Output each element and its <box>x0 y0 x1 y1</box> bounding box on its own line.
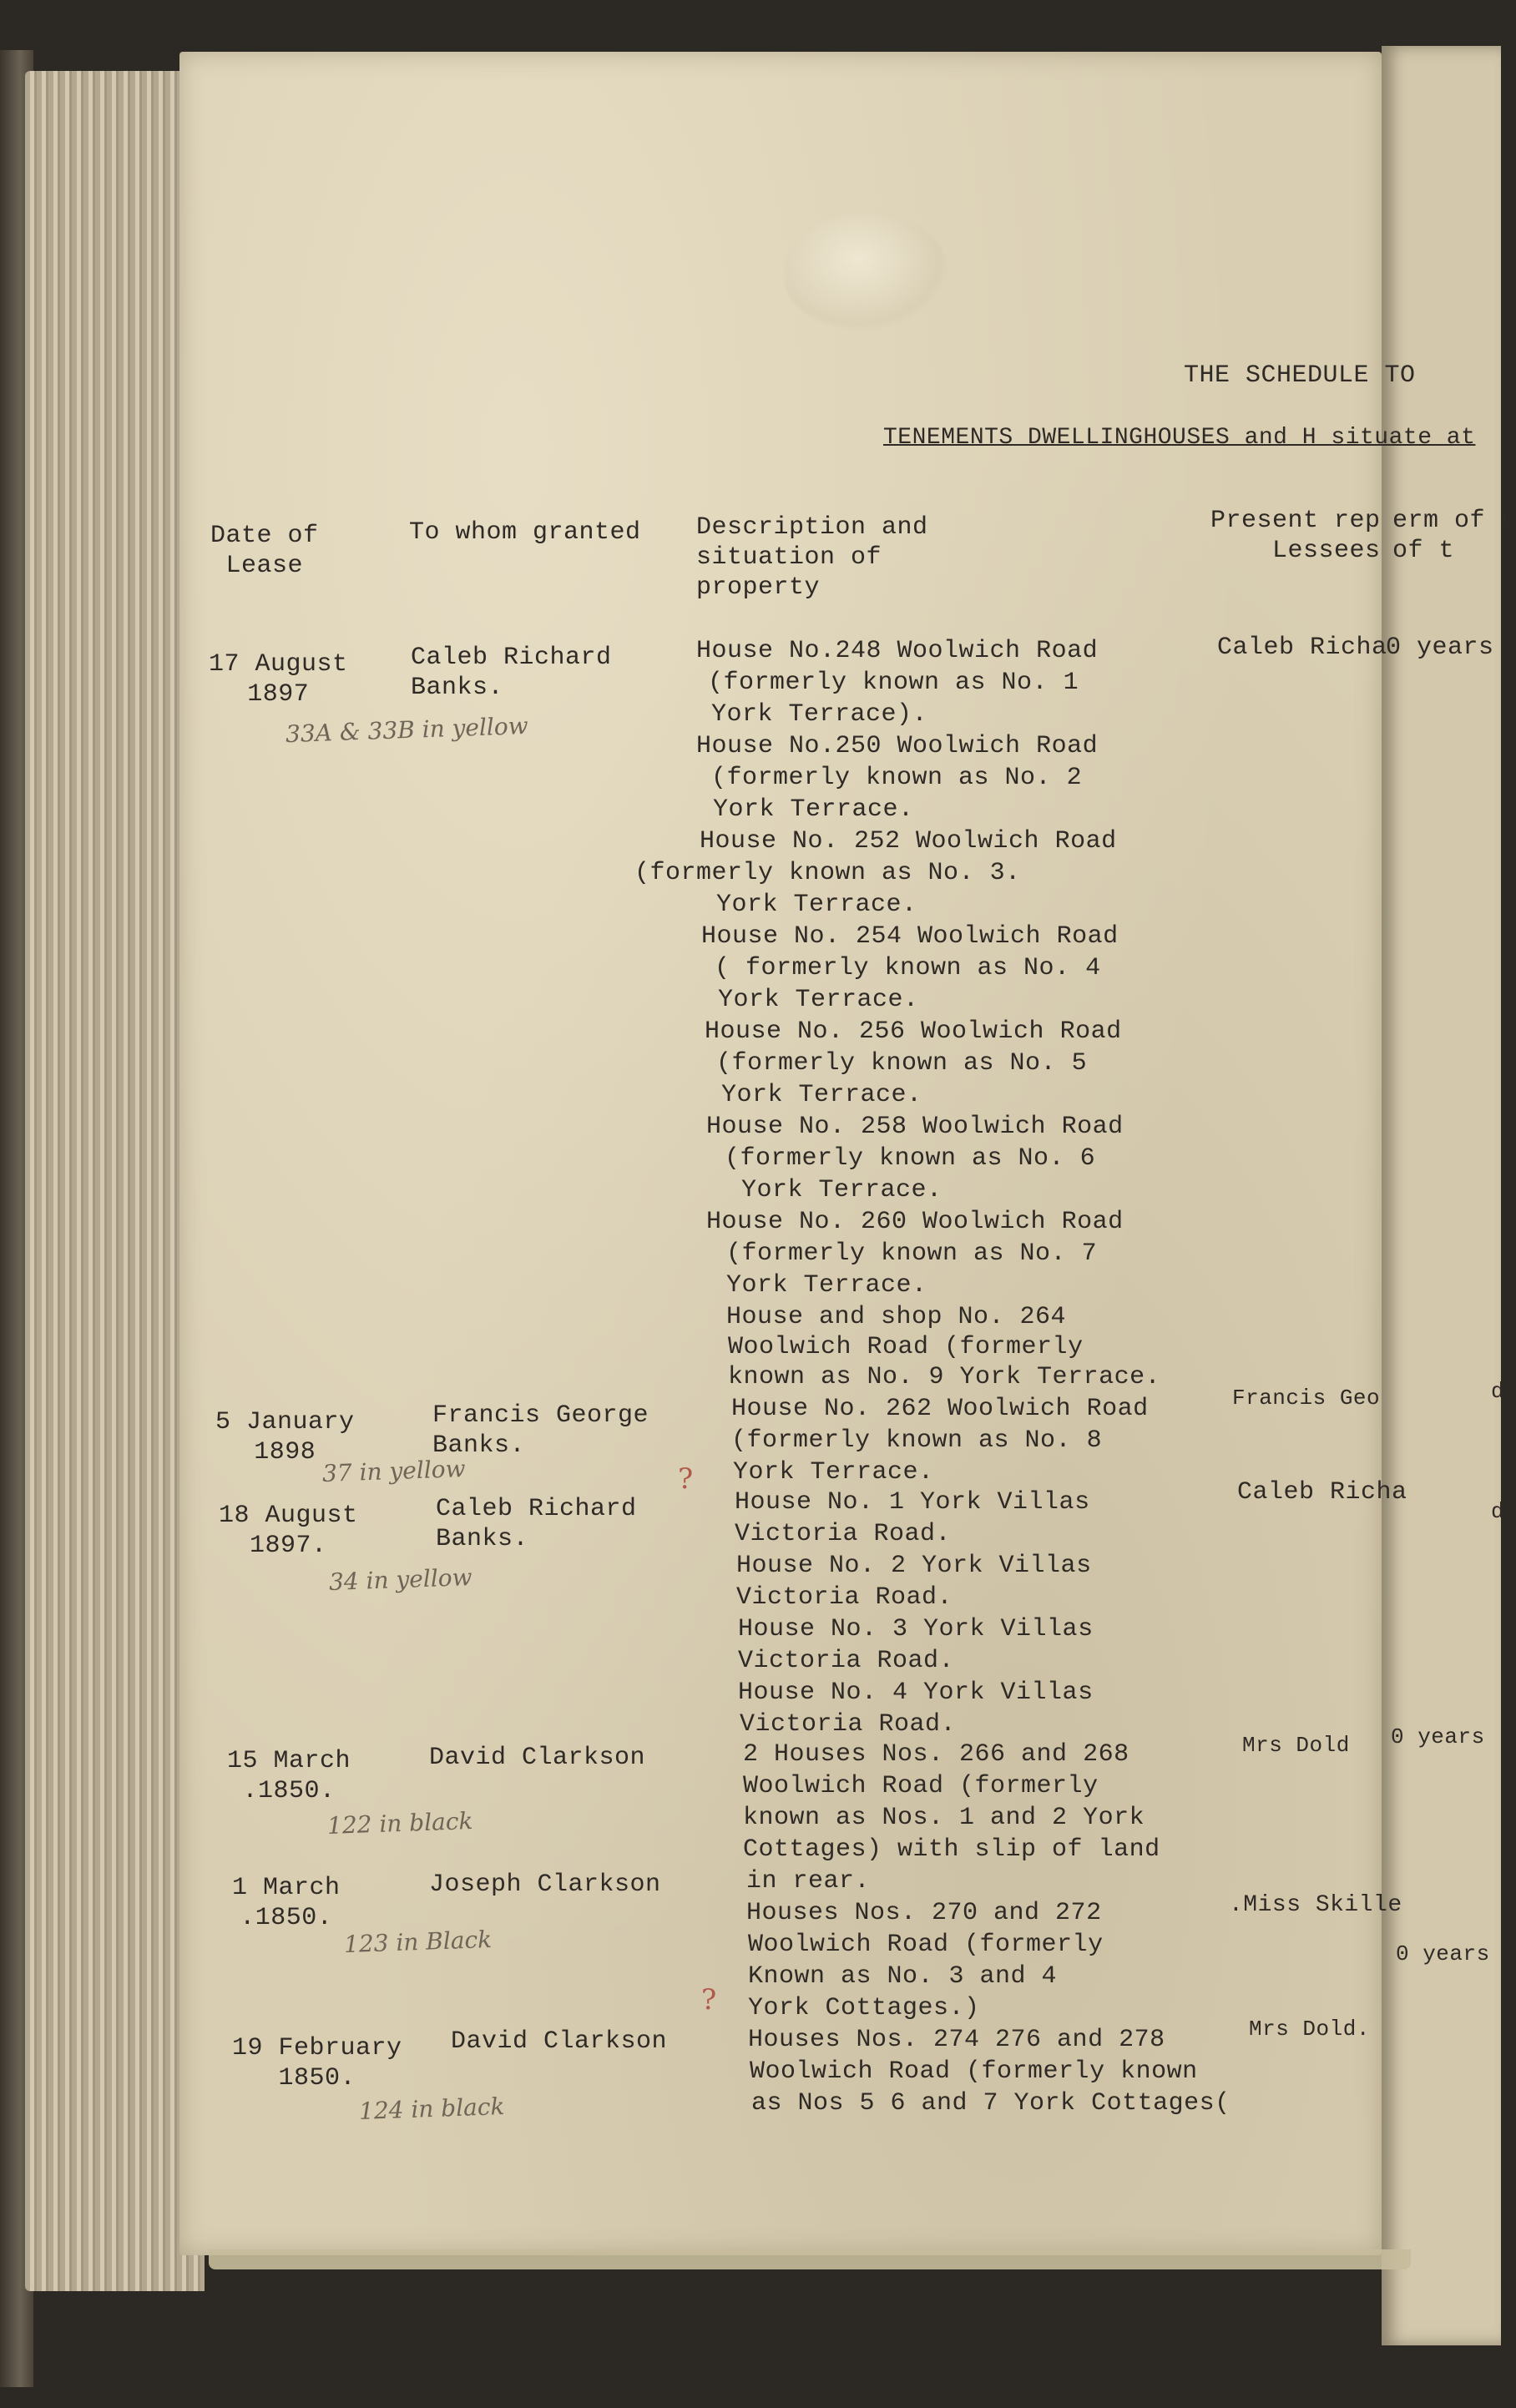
description-line: Victoria Road. <box>738 1647 955 1675</box>
description-line: House No. 262 Woolwich Road <box>731 1395 1149 1423</box>
entry-note: 122 in black <box>326 1806 473 1840</box>
description-line: (formerly known as No. 1 <box>708 669 1079 697</box>
entry-grantee: David Clarkson <box>429 1744 646 1772</box>
description-line: Woolwich Road (formerly known <box>750 2057 1198 2086</box>
page-bottom-edge <box>209 2249 1411 2269</box>
entry-grantee: David Clarkson <box>451 2027 668 2056</box>
facing-page-fragment: d <box>1491 1379 1505 1404</box>
entry-term: 0 years <box>1396 1941 1490 1966</box>
entry-term: 0 years <box>1391 1724 1485 1749</box>
schedule-subtitle: TENEMENTS DWELLINGHOUSES and H situate at <box>883 425 1476 451</box>
description-line: House No. 260 Woolwich Road <box>706 1208 1124 1236</box>
description-line: House No. 3 York Villas <box>738 1615 1094 1643</box>
description-line: House No. 252 Woolwich Road <box>700 827 1117 856</box>
description-line: York Cottages.) <box>748 1994 980 2022</box>
description-line: Known as No. 3 and 4 <box>748 1962 1058 1991</box>
entry-date: 17 August 1897 <box>209 650 348 709</box>
description-line: House No.248 Woolwich Road <box>696 637 1099 665</box>
entry-lessee: Mrs Dold. <box>1249 2017 1370 2042</box>
entry-lessee: Francis Geo <box>1232 1386 1381 1411</box>
description-line: House No. 258 Woolwich Road <box>706 1113 1124 1141</box>
description-line: (formerly known as No. 3. <box>634 859 1021 887</box>
description-line: House No. 1 York Villas <box>735 1488 1090 1517</box>
description-line: House No. 4 York Villas <box>738 1679 1094 1707</box>
description-line: Woolwich Road (formerly <box>728 1333 1084 1361</box>
description-line: known as Nos. 1 and 2 York <box>743 1804 1145 1832</box>
embossed-seal-icon <box>785 213 948 330</box>
entry-grantee: Francis George Banks. <box>432 1401 649 1460</box>
description-line: known as No. 9 York Terrace. <box>728 1363 1161 1391</box>
entry-date: 5 January 1898 <box>215 1408 355 1467</box>
description-line: Victoria Road. <box>740 1710 957 1739</box>
description-line: ( formerly known as No. 4 <box>715 954 1101 982</box>
description-line: (formerly known as No. 8 <box>731 1426 1103 1455</box>
column-header-description: Description and situation of property <box>696 513 928 602</box>
column-header-present-lessees: Present rep Lessees <box>1210 507 1381 565</box>
entry-date: 18 August 1897. <box>219 1502 358 1560</box>
description-line: York Terrace. <box>713 795 914 824</box>
description-line: York Terrace. <box>726 1271 927 1300</box>
description-line: (formerly known as No. 7 <box>726 1239 1098 1268</box>
entry-lessee: Caleb Richa <box>1237 1478 1407 1507</box>
description-line: 2 Houses Nos. 266 and 268 <box>743 1740 1129 1769</box>
description-line: York Terrace. <box>718 986 919 1014</box>
description-line: Victoria Road. <box>736 1583 953 1612</box>
facing-page-edge <box>1382 46 1501 2345</box>
entry-lessee: .Miss Skille <box>1229 1892 1402 1918</box>
entry-note: 124 in black <box>358 2092 505 2126</box>
description-line: in rear. <box>746 1867 871 1896</box>
description-line: Woolwich Road (formerly <box>748 1931 1104 1959</box>
column-header-term: erm of L of t <box>1392 507 1516 565</box>
description-line: York Terrace. <box>733 1458 934 1487</box>
entry-lessee: Mrs Dold <box>1242 1733 1350 1758</box>
description-line: (formerly known as No. 6 <box>725 1144 1096 1173</box>
entry-note: 33A & 33B in yellow <box>285 711 529 749</box>
facing-page-fragment: d <box>1491 1499 1505 1524</box>
entry-lessee: Caleb Richa <box>1217 634 1387 662</box>
description-line: Houses Nos. 270 and 272 <box>746 1899 1102 1927</box>
description-line: York Terrace). <box>711 700 928 729</box>
description-line: Victoria Road. <box>735 1520 952 1548</box>
entry-date: 1 March .1850. <box>232 1874 341 1932</box>
column-header-date: Date of Lease <box>210 522 319 580</box>
entry-note: 37 in yellow <box>321 1455 467 1487</box>
description-line: Houses Nos. 274 276 and 278 <box>748 2026 1165 2054</box>
description-line: York Terrace. <box>741 1176 942 1204</box>
description-line: (formerly known as No. 2 <box>711 764 1083 792</box>
entry-grantee: Caleb Richard Banks. <box>436 1495 637 1553</box>
entry-note: 123 in Black <box>343 1925 493 1959</box>
description-line: House No. 2 York Villas <box>736 1552 1092 1580</box>
entry-term: 0 years <box>1386 634 1494 662</box>
description-line: York Terrace. <box>721 1081 922 1109</box>
description-line: House No. 254 Woolwich Road <box>701 922 1119 951</box>
description-line: as Nos 5 6 and 7 York Cottages( <box>751 2089 1230 2118</box>
description-line: Cottages) with slip of land <box>743 1835 1160 1864</box>
description-line: (formerly known as No. 5 <box>716 1049 1088 1078</box>
margin-query-mark: ? <box>701 1983 717 2017</box>
schedule-title: THE SCHEDULE TO <box>1184 361 1416 390</box>
entry-date: 19 February 1850. <box>232 2034 402 2092</box>
entry-grantee: Joseph Clarkson <box>429 1870 661 1899</box>
description-line: House No. 256 Woolwich Road <box>705 1017 1122 1046</box>
description-line: House No.250 Woolwich Road <box>696 732 1099 760</box>
column-header-grantee: To whom granted <box>409 518 641 547</box>
entry-grantee: Caleb Richard Banks. <box>411 644 612 702</box>
description-line: House and shop No. 264 <box>726 1303 1067 1331</box>
description-line: York Terrace. <box>716 891 917 919</box>
description-line: Woolwich Road (formerly <box>743 1772 1099 1800</box>
margin-query-mark: ? <box>678 1462 694 1496</box>
entry-date: 15 March .1850. <box>227 1747 351 1805</box>
page-stack-edge <box>25 71 205 2291</box>
entry-note: 34 in yellow <box>328 1563 473 1596</box>
